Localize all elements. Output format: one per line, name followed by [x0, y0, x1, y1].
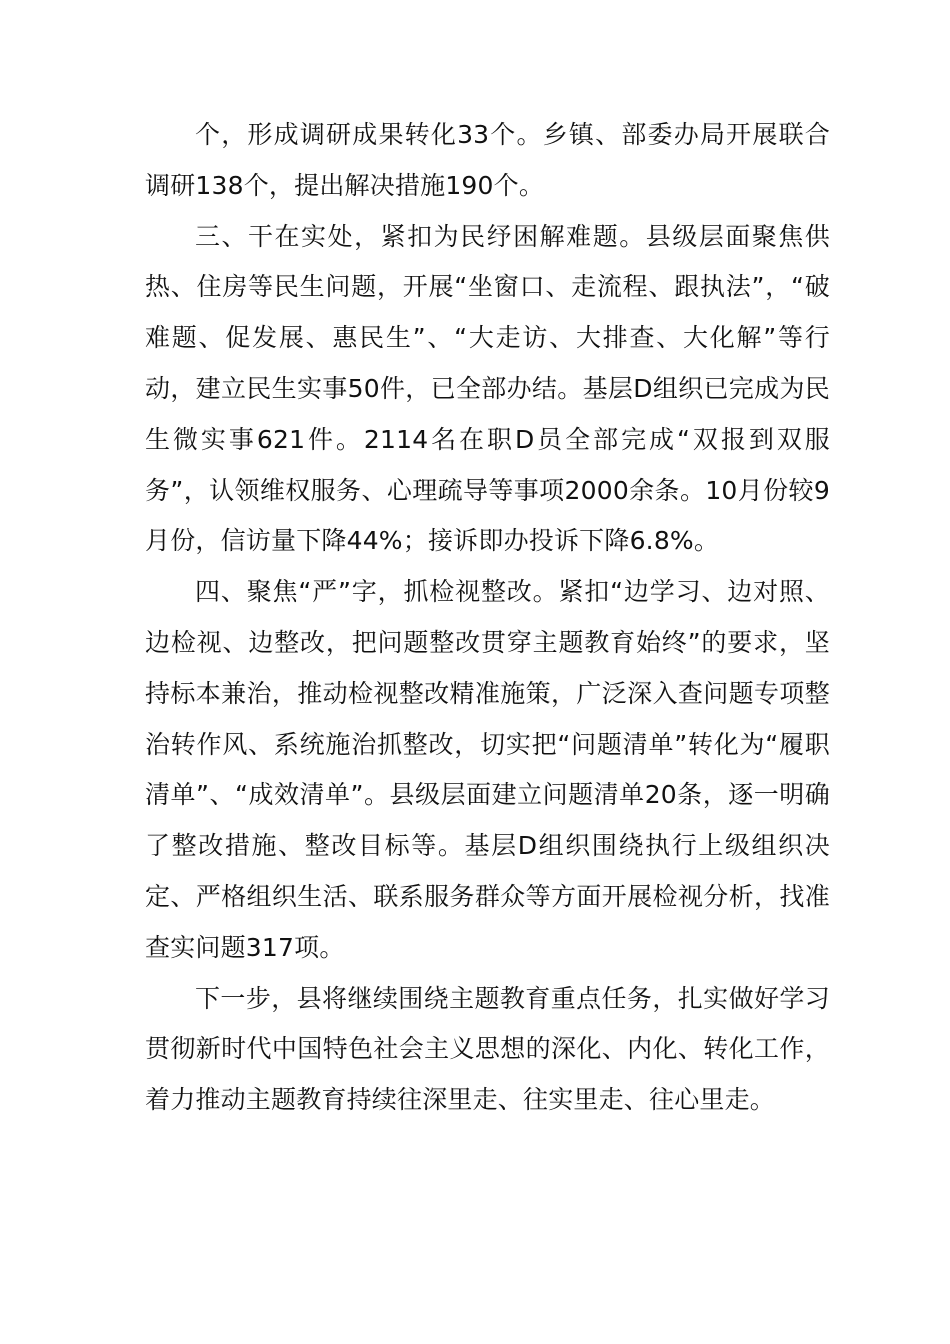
paragraph-section-four: 四、聚焦“严”字，抓检视整改。紧扣“边学习、边对照、边检视、边整改，把问题整改贯穿主题教育始终”的要求，坚持标本兼治，推动检视整改精准施策，广泛深入查问题专项整治转作风、系统施治抓整改，切实把“问题清单”转化为“履职清单”、“成效清单”。县级层面建立问题清单20条，逐一明确了整改措施、整改目标等。基层D组织围绕执行上级组织决定、严格组织生活、联系服务群众等方面开展检视分析，找准查实问题317项。	[145, 577, 830, 962]
paragraph-section-three: 三、干在实处，紧扣为民纾困解难题。县级层面聚焦供热、住房等民生问题，开展“坐窗口、走流程、跟执法”，“破难题、促发展、惠民生”、“大走访、大排查、大化解”等行动，建立民生实事50件，已全部办结。基层D组织已完成为民生微实事621件。2114名在职D员全部完成“双报到双服务”，认领维权服务、心理疏导等事项2000余条。10月份较9月份，信访量下降44%；接诉即办投诉下降6.8%。	[145, 221, 830, 556]
paragraph-next-steps: 下一步，县将继续围绕主题教育重点任务，扎实做好学习贯彻新时代中国特色社会主义思想的深化、内化、转化工作，着力推动主题教育持续往深里走、往实里走、往心里走。	[145, 983, 830, 1115]
paragraph-research-results: 个，形成调研成果转化33个。乡镇、部委办局开展联合调研138个，提出解决措施190个。	[145, 120, 830, 200]
document-body	[145, 110, 830, 1126]
